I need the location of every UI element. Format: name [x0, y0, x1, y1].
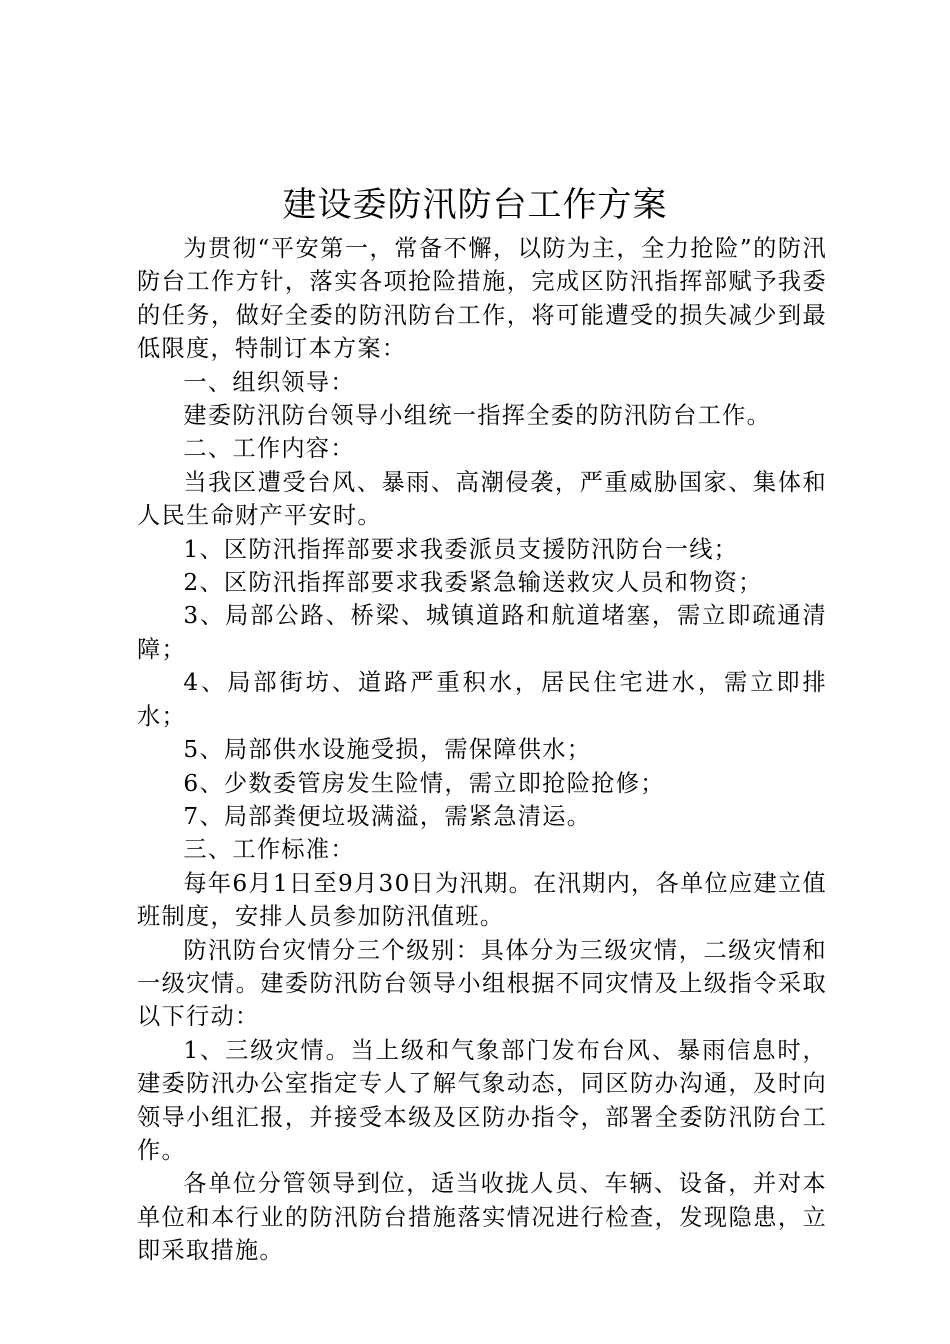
paragraph: 各单位分管领导到位，适当收拢人员、车辆、设备，并对本单位和本行业的防汛防台措施落实情况进行检查，发现隐患，立即采取措施。 — [137, 1170, 827, 1265]
list-item: 5、局部供水设施受损，需保障供水； — [183, 736, 592, 764]
list-item: 6、少数委管房发生险情，需立即抢险抢修； — [183, 769, 665, 797]
paragraph: 防汛防台灾情分三个级别：具体分为三级灾情，二级灾情和一级灾情。建委防汛防台领导小组根据不同灾情及上级指令采取以下行动： — [137, 936, 827, 1031]
document-title: 建设委防汛防台工作方案 — [282, 185, 668, 225]
list-item: 7、局部粪便垃圾满溢，需紧急清运。 — [183, 802, 592, 830]
paragraph: 1、三级灾情。当上级和气象部门发布台风、暴雨信息时，建委防汛办公室指定专人了解气象动态，同区防办沟通，及时向领导小组汇报，并接受本级及区防办指令，部署全委防汛防台工作。 — [137, 1036, 827, 1164]
paragraph: 为贯彻“平安第一，常备不懈，以防为主，全力抢险”的防汛防台工作方针，落实各项抢险措施，完成区防汛指挥部赋予我委的任务，做好全委的防汛防台工作，将可能遭受的损失减少到最低限度，特制订本方案： — [137, 235, 827, 363]
section-heading: 二、工作内容： — [183, 435, 355, 463]
list-item: 1、区防汛指挥部要求我委派员支援防汛防台一线； — [183, 535, 739, 563]
section-heading: 三、工作标准： — [183, 836, 355, 864]
paragraph: 建委防汛防台领导小组统一指挥全委的防汛防台工作。 — [183, 402, 772, 430]
list-item: 4、局部街坊、道路严重积水，居民住宅进水，需立即排水； — [137, 669, 827, 730]
section-heading: 一、组织领导： — [183, 368, 355, 396]
paragraph: 每年6月1日至9月30日为汛期。在汛期内，各单位应建立值班制度，安排人员参加防汛值班。 — [137, 869, 827, 931]
list-item: 2、区防汛指挥部要求我委紧急输送救灾人员和物资； — [183, 569, 763, 597]
list-item: 3、局部公路、桥梁、城镇道路和航道堵塞，需立即疏通清障； — [137, 602, 827, 663]
paragraph: 当我区遭受台风、暴雨、高潮侵袭，严重威胁国家、集体和人民生命财产平安时。 — [137, 468, 827, 530]
document-body — [137, 232, 827, 1268]
